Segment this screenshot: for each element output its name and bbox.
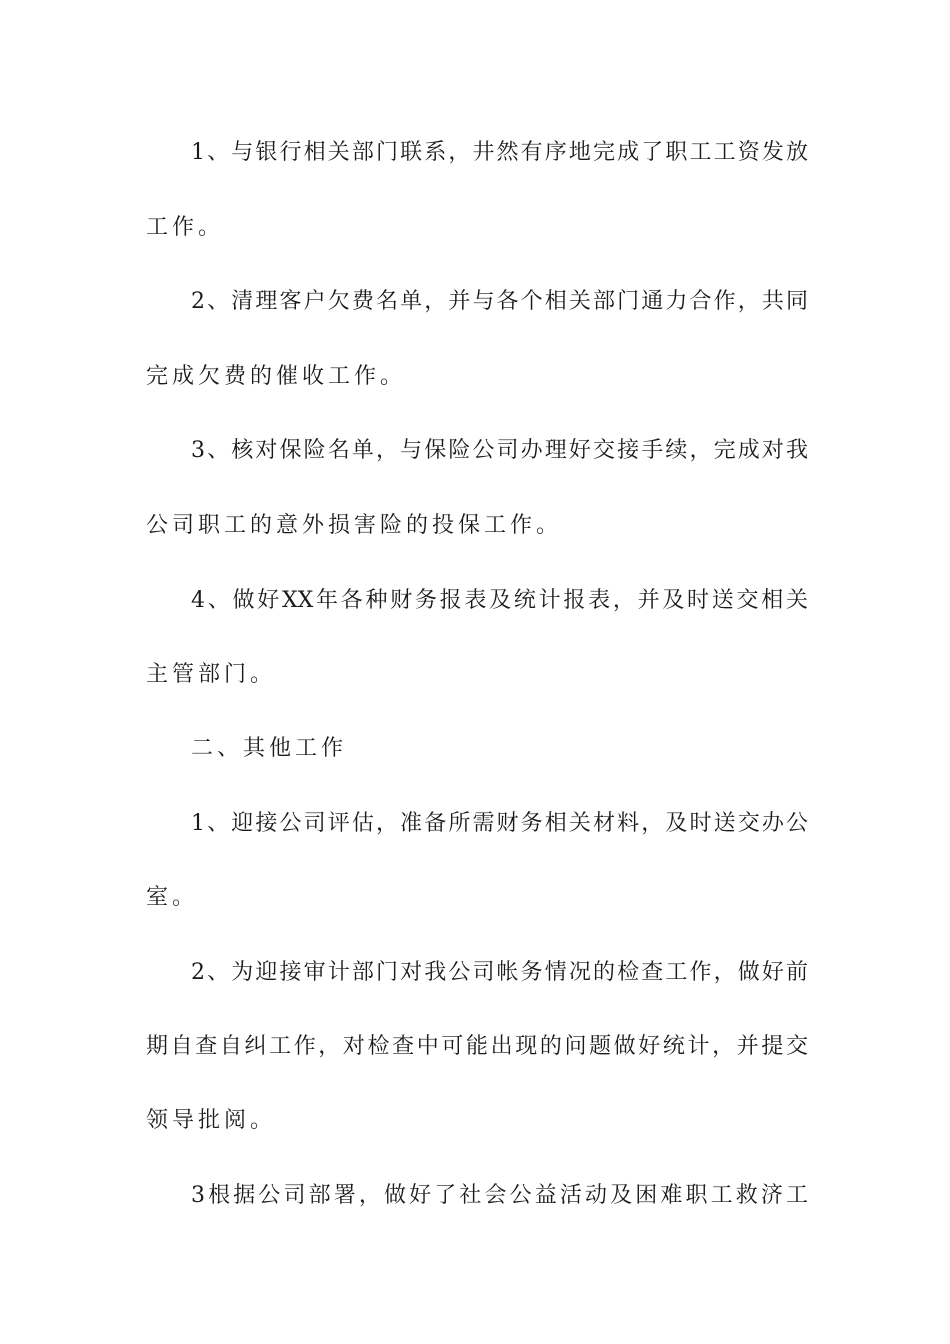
item-1-line-1: 1、与银行相关部门联系，井然有序地完成了职工工资发放 [191,140,808,165]
other-item-1-line-1: 1、迎接公司评估，准备所需财务相关材料，及时送交办公 [191,811,808,836]
item-4-line-2: 主管部门。 [146,662,277,687]
other-item-2-line-3: 领导批阅。 [146,1108,277,1133]
other-item-2-line-1: 2、为迎接审计部门对我公司帐务情况的检查工作，做好前 [191,960,808,985]
item-1-line-2: 工作。 [146,215,225,240]
other-item-2-line-2: 期自查自纠工作，对检查中可能出现的问题做好统计，并提交 [146,1034,808,1059]
item-4-line-1: 4、做好XX年各种财务报表及统计报表，并及时送交相关 [191,588,808,613]
item-2-line-2: 完成欠费的催收工作。 [146,364,407,389]
item-3-line-1: 3、核对保险名单，与保险公司办理好交接手续，完成对我 [191,438,808,463]
other-item-1-line-2: 室。 [146,885,199,910]
section-heading: 二、其他工作 [191,736,348,761]
item-2-line-1: 2、清理客户欠费名单，并与各个相关部门通力合作，共同 [191,289,808,314]
item-3-line-2: 公司职工的意外损害险的投保工作。 [146,513,563,538]
other-item-3-line-1: 3根据公司部署，做好了社会公益活动及困难职工救济工 [191,1183,808,1208]
